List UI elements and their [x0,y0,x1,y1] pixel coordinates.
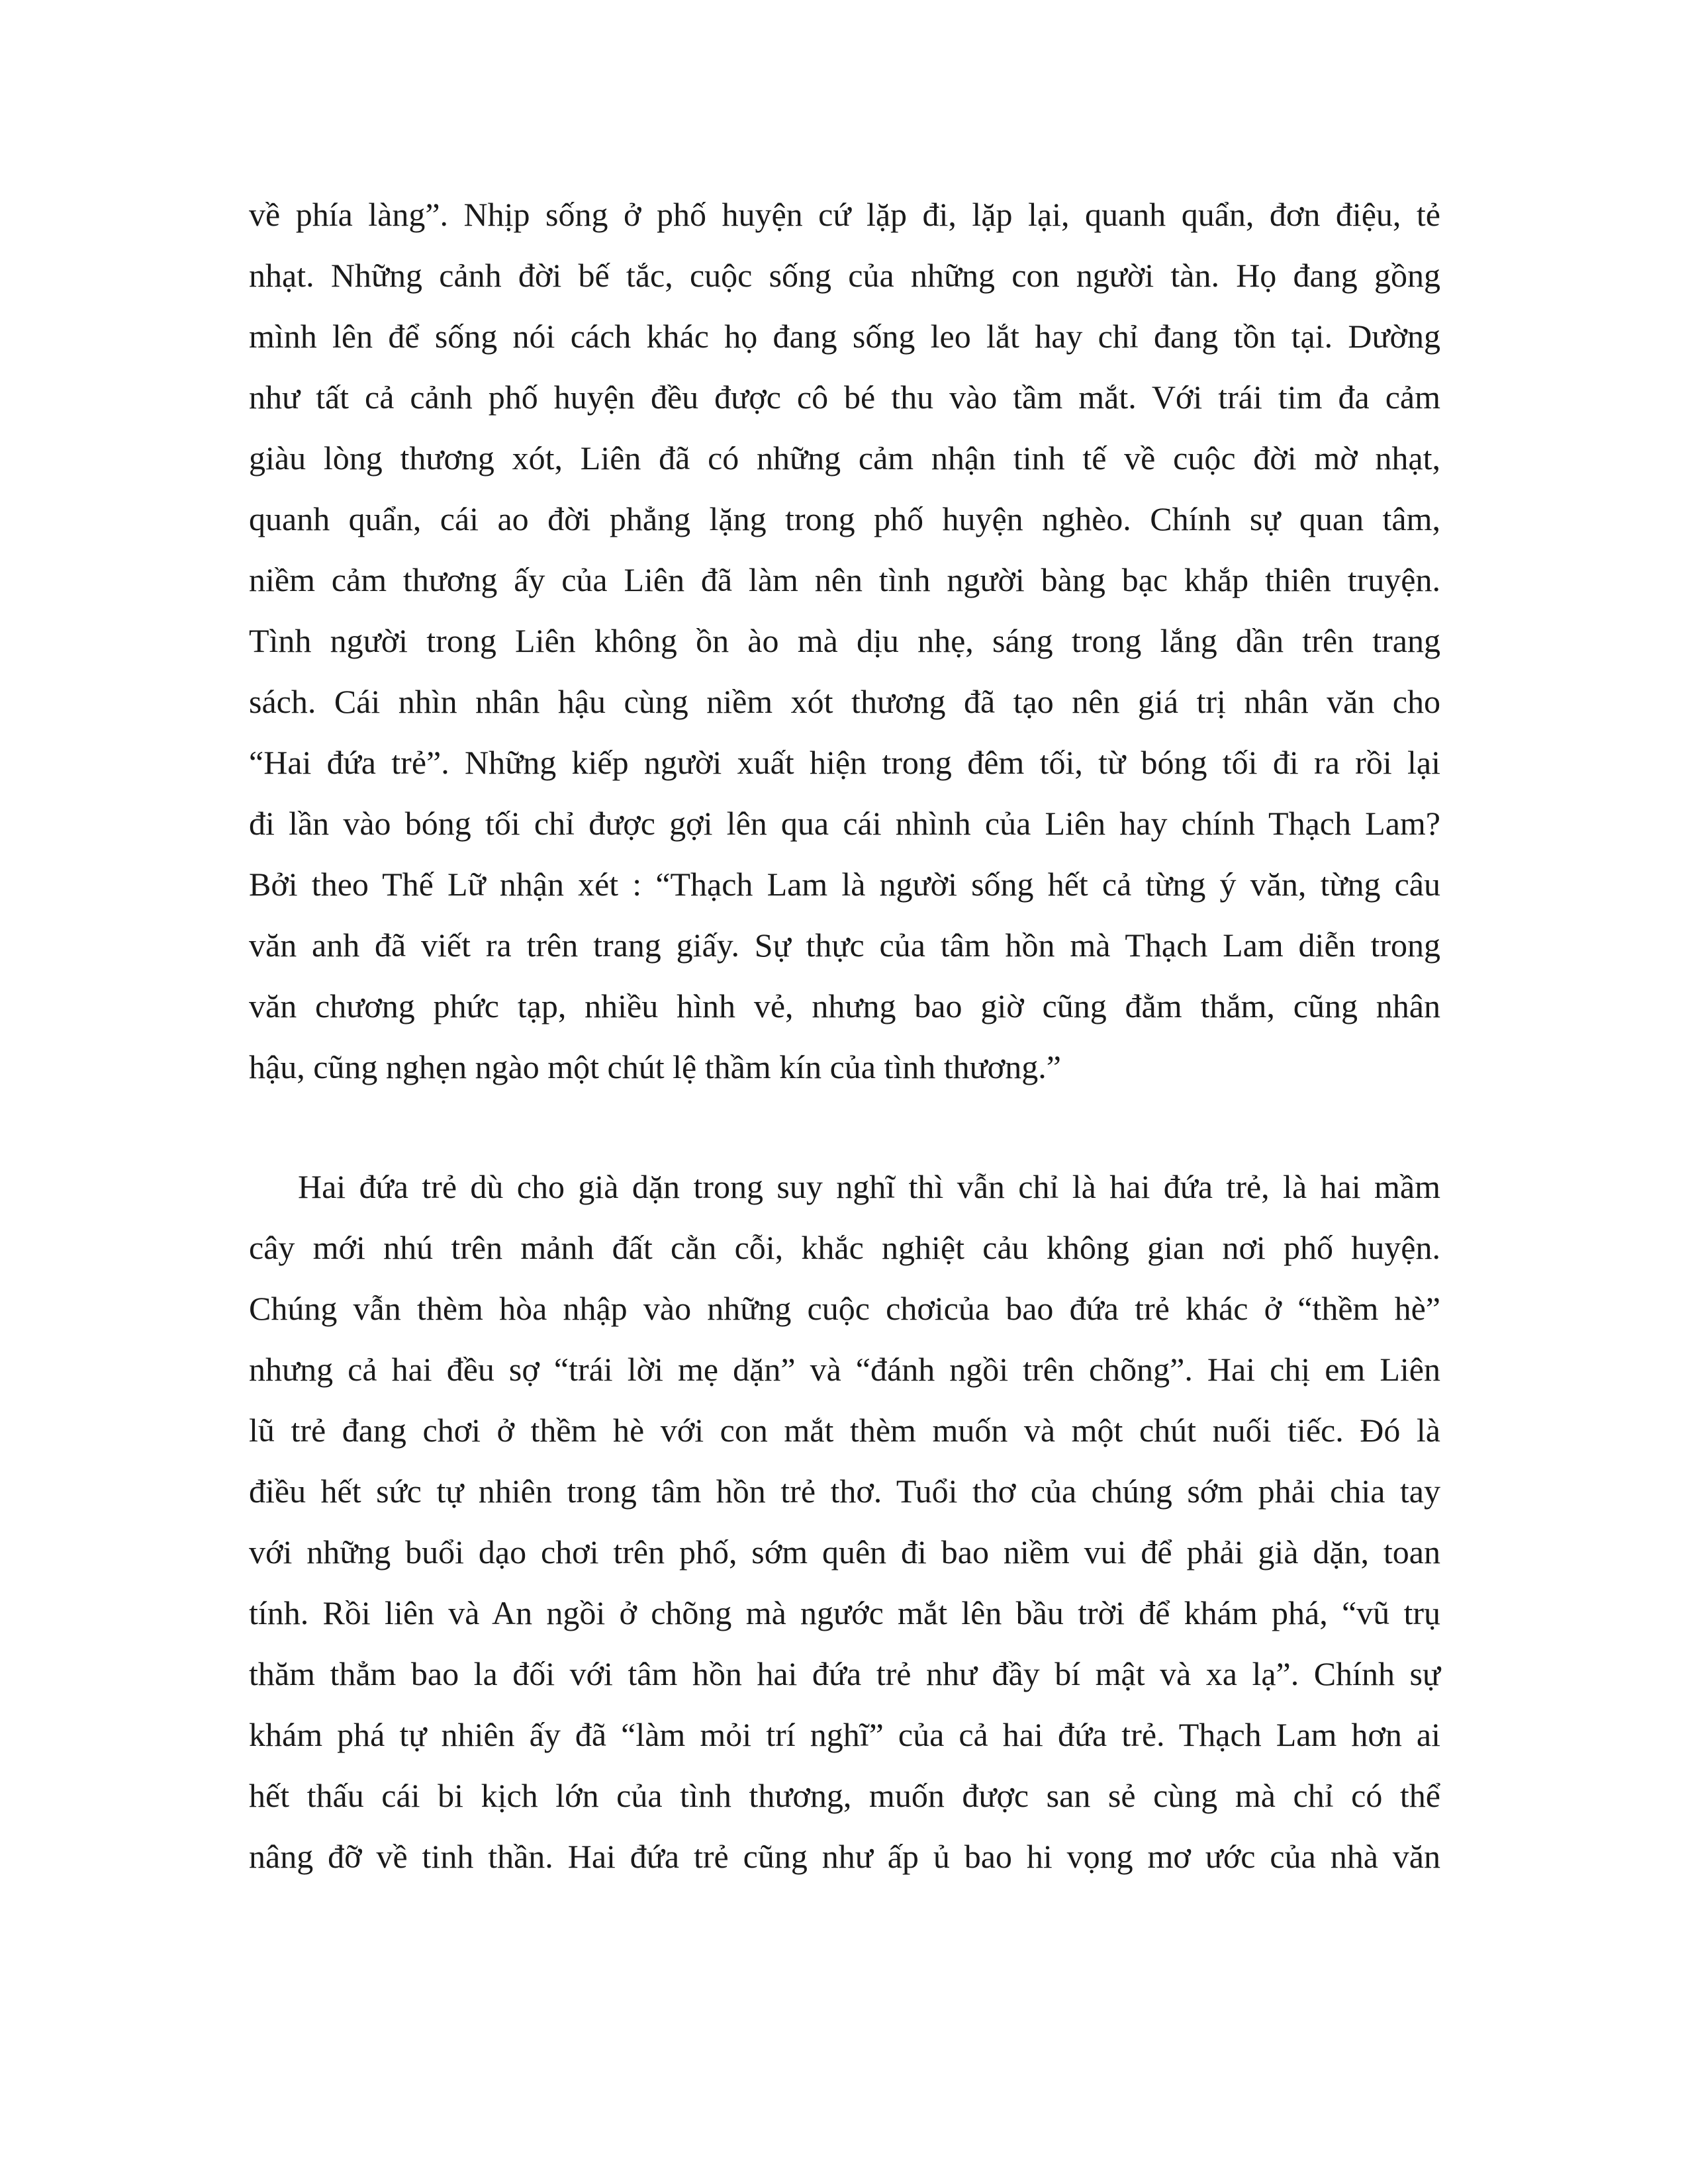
text-line: nâng đỡ về tinh thần. Hai đứa trẻ cũng như ấp ủ bao hi vọng mơ ước của nhà văn [249,1838,1440,1875]
text-line: mình lên để sống nói cách khác họ đang sống leo lắt hay chỉ đang tồn tại. Dường [249,318,1440,355]
text-line: niềm cảm thương ấy của Liên đã làm nên tình người bàng bạc khắp thiên truyện. [249,561,1440,598]
text-line: văn anh đã viết ra trên trang giấy. Sự thực của tâm hồn mà Thạch Lam diễn trong [249,927,1440,964]
text-line: lũ trẻ đang chơi ở thềm hè với con mắt thèm muốn và một chút nuối tiếc. Đó là [249,1412,1440,1449]
text-line: thăm thẳm bao la đối với tâm hồn hai đứa trẻ như đầy bí mật và xa lạ”. Chính sự [249,1655,1440,1692]
text-line: Tình người trong Liên không ồn ào mà dịu nhẹ, sáng trong lắng dần trên trang [249,622,1440,659]
text-line: với những buổi dạo chơi trên phố, sớm quên đi bao niềm vui để phải già dặn, toan [249,1533,1440,1570]
paragraph-2 [249,1156,1440,1887]
text-line: nhưng cả hai đều sợ “trái lời mẹ dặn” và “đánh ngồi trên chõng”. Hai chị em Liên [249,1351,1440,1388]
text-line: cây mới nhú trên mảnh đất cằn cỗi, khắc nghiệt cảu không gian nơi phố huyện. [249,1229,1440,1266]
text-line: Hai đứa trẻ dù cho già dặn trong suy nghĩ thì vẫn chỉ là hai đứa trẻ, là hai mầm [298,1168,1440,1205]
text-line: tính. Rồi liên và An ngồi ở chõng mà ngước mắt lên bầu trời để khám phá, “vũ trụ [249,1594,1440,1631]
text-line: quanh quẩn, cái ao đời phẳng lặng trong phố huyện nghèo. Chính sự quan tâm, [249,500,1440,537]
text-line: hậu, cũng nghẹn ngào một chút lệ thầm kín của tình thương.” [249,1048,1061,1085]
text-line: đi lần vào bóng tối chỉ được gợi lên qua cái nhình của Liên hay chính Thạch Lam? [249,805,1440,842]
text-line: về phía làng”. Nhịp sống ở phố huyện cứ lặp đi, lặp lại, quanh quẩn, đơn điệu, tẻ [249,196,1440,233]
text-line: nhạt. Những cảnh đời bế tắc, cuộc sống của những con người tàn. Họ đang gồng [249,257,1440,294]
text-line: giàu lòng thương xót, Liên đã có những cảm nhận tinh tế về cuộc đời mờ nhạt, [249,439,1440,477]
text-line: sách. Cái nhìn nhân hậu cùng niềm xót thương đã tạo nên giá trị nhân văn cho [249,683,1440,720]
text-line: như tất cả cảnh phố huyện đều được cô bé thu vào tầm mắt. Với trái tim đa cảm [249,379,1440,416]
paragraph-1 [249,184,1440,1097]
text-line: “Hai đứa trẻ”. Những kiếp người xuất hiện trong đêm tối, từ bóng tối đi ra rồi lại [249,744,1440,781]
text-line: hết thấu cái bi kịch lớn của tình thương, muốn được san sẻ cùng mà chỉ có thể [249,1777,1440,1814]
text-line: Bởi theo Thế Lữ nhận xét : “Thạch Lam là người sống hết cả từng ý văn, từng câu [249,866,1440,903]
text-line: khám phá tự nhiên ấy đã “làm mỏi trí nghĩ” của cả hai đứa trẻ. Thạch Lam hơn ai [249,1716,1440,1753]
text-line: điều hết sức tự nhiên trong tâm hồn trẻ thơ. Tuổi thơ của chúng sớm phải chia tay [249,1473,1440,1510]
text-line: văn chương phức tạp, nhiều hình vẻ, nhưng bao giờ cũng đằm thắm, cũng nhân [249,987,1440,1024]
text-line: Chúng vẫn thèm hòa nhập vào những cuộc chơicủa bao đứa trẻ khác ở “thềm hè” [249,1290,1440,1327]
